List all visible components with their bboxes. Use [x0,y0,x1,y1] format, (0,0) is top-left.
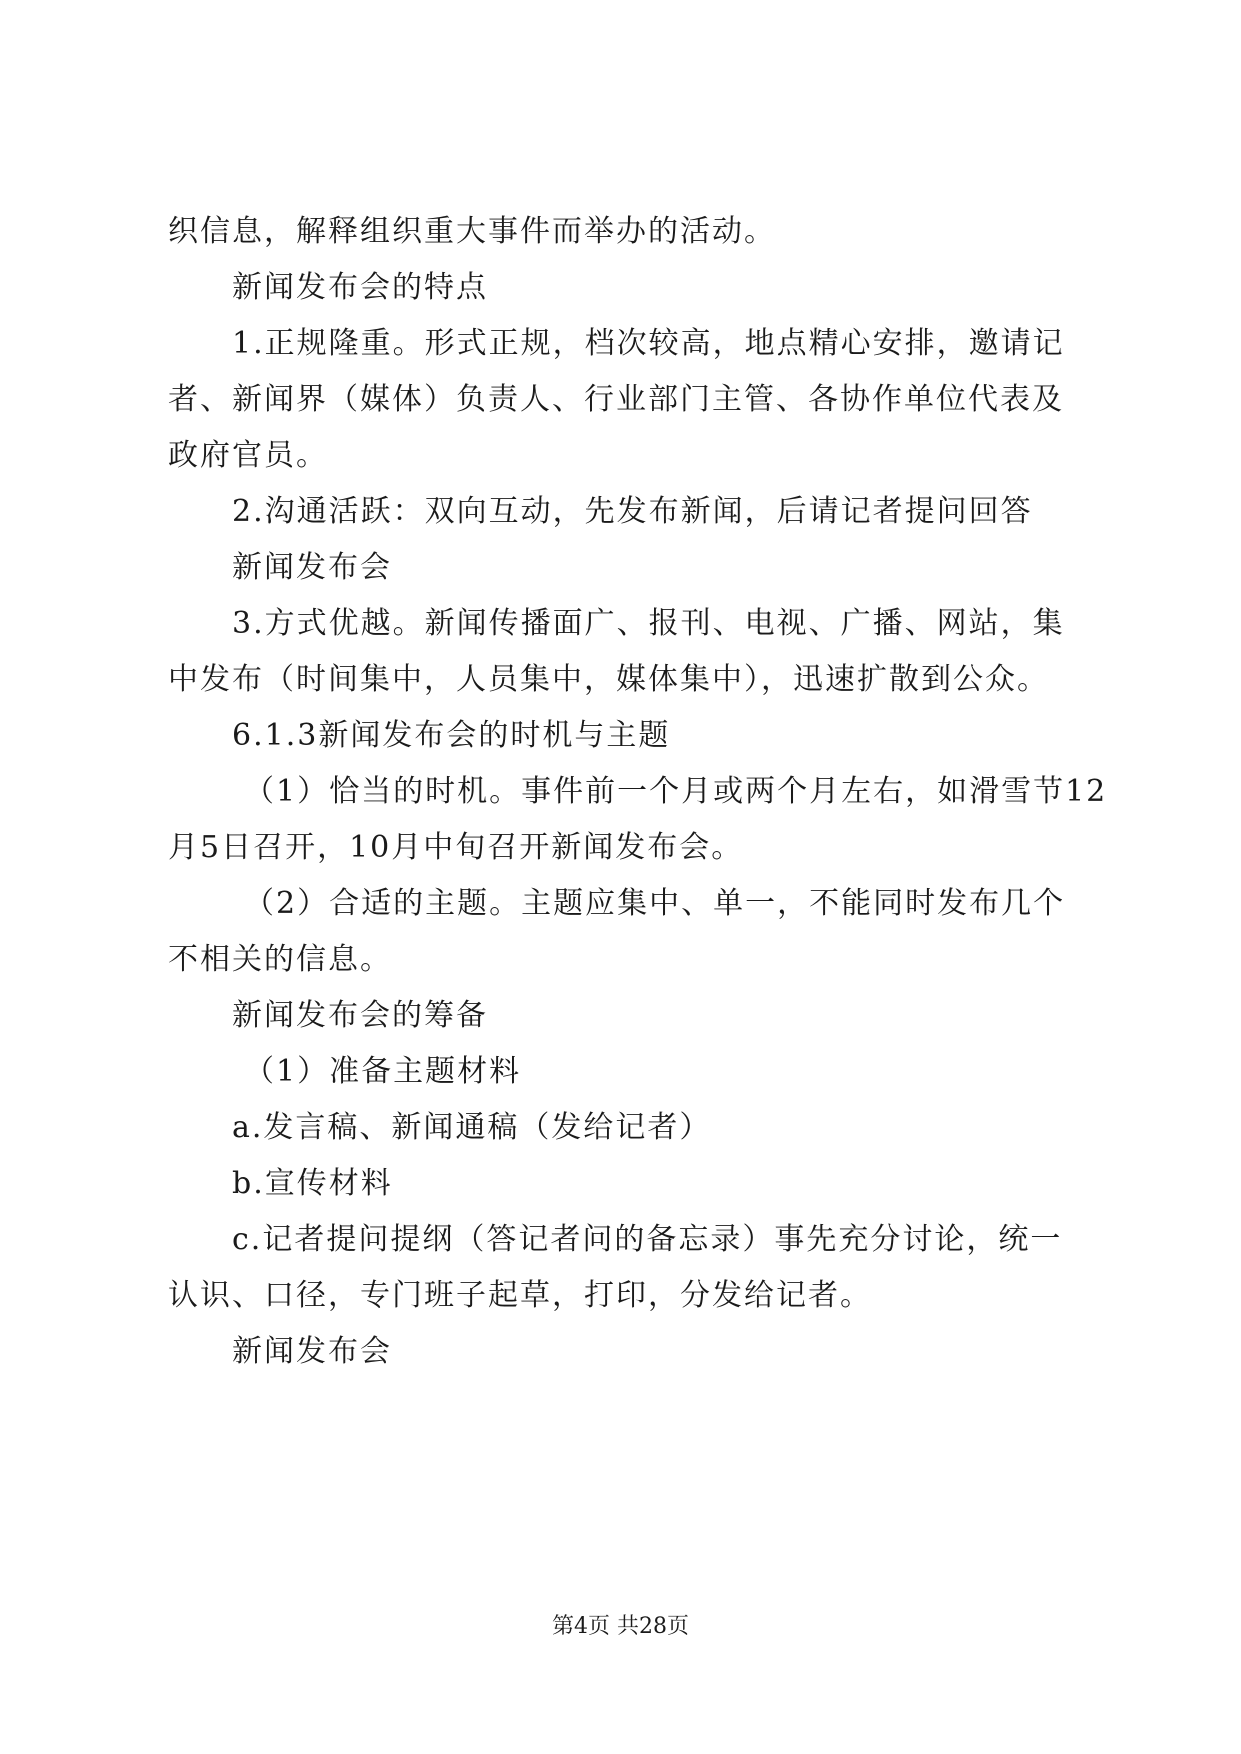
text-line-8: 3.方式优越。新闻传播面广、报刊、电视、广播、网站，集 [232,606,1065,641]
text-line-1: 织信息，解释组织重大事件而举办的活动。 [168,214,776,249]
text-line-9: 中发布（时间集中，人员集中，媒体集中），迅速扩散到公众。 [168,662,1049,697]
text-line-19: c.记者提问提纲（答记者问的备忘录）事先充分讨论，统一 [232,1222,1063,1257]
section-heading-features: 新闻发布会的特点 [232,270,488,305]
text-line-6: 2.沟通活跃：双向互动，先发布新闻，后请记者提问回答 [232,494,1033,529]
text-line-16: （1）准备主题材料 [244,1054,522,1089]
text-line-3: 1.正规隆重。形式正规，档次较高，地点精心安排，邀请记 [232,326,1065,361]
text-line-5: 政府官员。 [168,438,328,473]
section-heading-timing: 6.1.3新闻发布会的时机与主题 [232,718,671,753]
text-line-4: 者、新闻界（媒体）负责人、行业部门主管、各协作单位代表及 [168,382,1064,417]
page-number-footer: 第4页 共28页 [552,1614,689,1639]
text-line-17: a.发言稿、新闻通稿（发给记者） [232,1110,712,1145]
text-line-14: 不相关的信息。 [168,942,392,977]
text-line-21: 新闻发布会 [232,1334,392,1369]
section-heading-preparation: 新闻发布会的筹备 [232,998,488,1033]
text-line-7: 新闻发布会 [232,550,392,585]
text-line-18: b.宣传材料 [232,1166,393,1201]
text-line-12: 月5日召开，10月中旬召开新闻发布会。 [168,830,744,865]
text-line-13: （2）合适的主题。主题应集中、单一，不能同时发布几个 [244,886,1066,921]
text-line-11: （1）恰当的时机。事件前一个月或两个月左右，如滑雪节12 [244,774,1108,809]
text-line-20: 认识、口径，专门班子起草，打印，分发给记者。 [168,1278,872,1313]
